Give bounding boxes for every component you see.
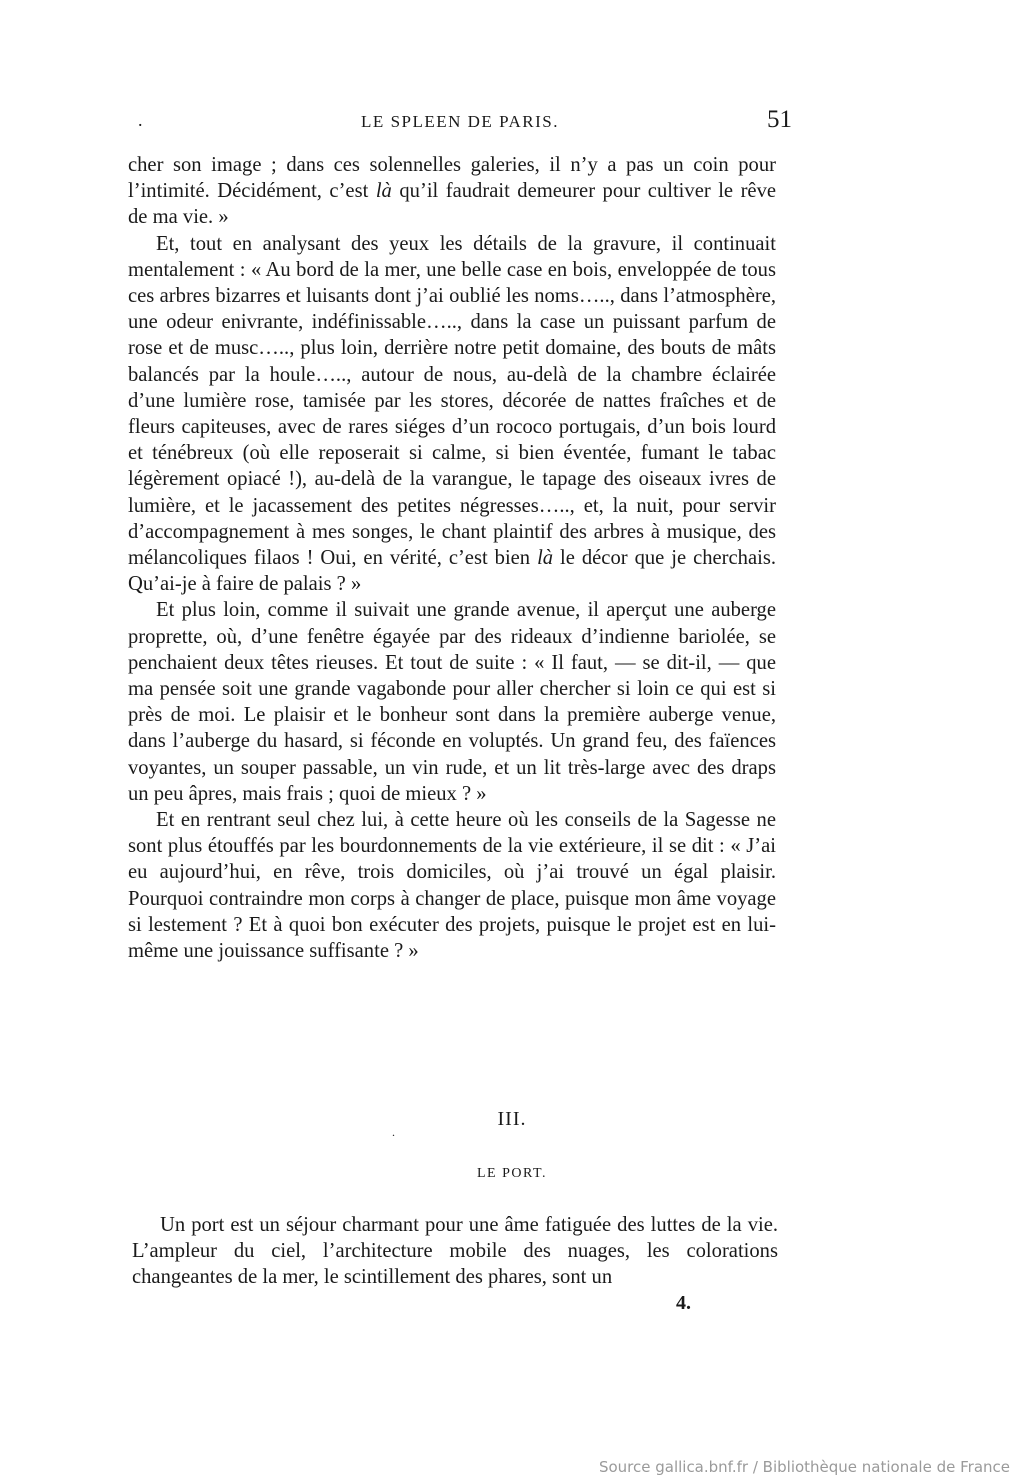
italic-text: là (375, 180, 392, 203)
section-paragraph: Un port est un séjour charmant pour une âme fatiguée des luttes de la vie. L’ampleur du ciel, l’architecture mobile des nuages, les colorations changeantes de la mer, le scintillement des phares, sont un (132, 1214, 778, 1289)
paragraph (128, 597, 776, 807)
page-number: 51 (767, 106, 792, 133)
paragraph (128, 231, 776, 598)
section-body (132, 1212, 778, 1291)
stray-dot: . (392, 1125, 395, 1139)
paragraph-text: qu’il faudrait demeurer pour cultiver le rêve de ma vie. » (128, 180, 777, 229)
source-attribution: Source gallica.bnf.fr / Bibliothèque nationale de France (598, 1458, 1010, 1476)
paragraph-text: cher son image ; dans ces solennelles galeries, il n’y a pas un coin pour l’intimité. Décidément, c’est (128, 154, 776, 203)
paragraph-text: Et, tout en analysant des yeux les détails de la gravure, il continuait mentalement : « Au bord de la mer, une belle case en bois, enveloppée de tous ces arbres bizarres et luisants dont j’ai oublié les noms….., dans l’atmosphère, une odeur enivrante, indéfinissable….., dans la case un puissant parfum de rose et de musc….., plus loin, derrière notre petit domaine, des bouts de mâts balancés par la houle….., autour de nous, au-delà de la chambre éclairée d’une lumière rose, tamisée par les stores, décorée de nattes fraîches et de fleurs capiteuses, avec de rares siéges d’un rococo portugais, d’un bois lourd et ténébreux (où elle reposerait si calme, si bien éventée, fumant le tabac légèrement opiacé !), au-delà de la varangue, le tapage des oiseaux ivres de lumière, et le jacassement des petites négresses….., et, la nuit, pour servir d’accompagnement à mes songes, le chant plaintif des arbres à musique, des mélancoliques filaos ! Oui, en vérité, c’est bien (128, 232, 776, 570)
section-number: III. (497, 1108, 527, 1130)
paragraph-text: le décor que je cherchais. Qu’ai-je à faire de palais ? » (128, 547, 776, 596)
signature-mark: 4. (676, 1292, 691, 1314)
section-title: LE PORT. (476, 1166, 547, 1181)
page-header (128, 106, 792, 136)
paragraph (128, 807, 776, 964)
running-title: LE SPLEEN DE PARIS. (361, 112, 559, 131)
paragraph (128, 152, 776, 231)
header-dot: . (138, 110, 143, 130)
paragraph-text: Et en rentrant seul chez lui, à cette heure où les conseils de la Sagesse ne sont plus étouffés par les bourdonnements de la vie extérieure, il se dit : « J’ai eu aujourd’hui, en rêve, trois domiciles, où j’ai trouvé un égal plaisir. Pourquoi contraindre mon corps à changer de place, puisque mon âme voyage si lestement ? Et à quoi bon exécuter des projets, puisque le projet est en lui-même une jouissance suffisante ? » (128, 809, 776, 963)
main-text (128, 152, 776, 964)
paragraph-text: Et plus loin, comme il suivait une grande avenue, il aperçut une auberge proprette, où, d’une fenêtre égayée par des rideaux d’indienne bariolée, se penchaient deux têtes rieuses. Et tout de suite : « Il faut, — se dit-il, — que ma pensée soit une grande vagabonde pour aller chercher si loin ce qui est si près de moi. Le plaisir et le bonheur sont dans la première auberge venue, dans l’auberge du hasard, si féconde en voluptés. Un grand feu, des faïences voyantes, un souper passable, un vin rude, et un lit très-large avec des draps un peu âpres, mais frais ; quoi de mieux ? » (128, 599, 776, 805)
italic-text: là (537, 547, 554, 570)
